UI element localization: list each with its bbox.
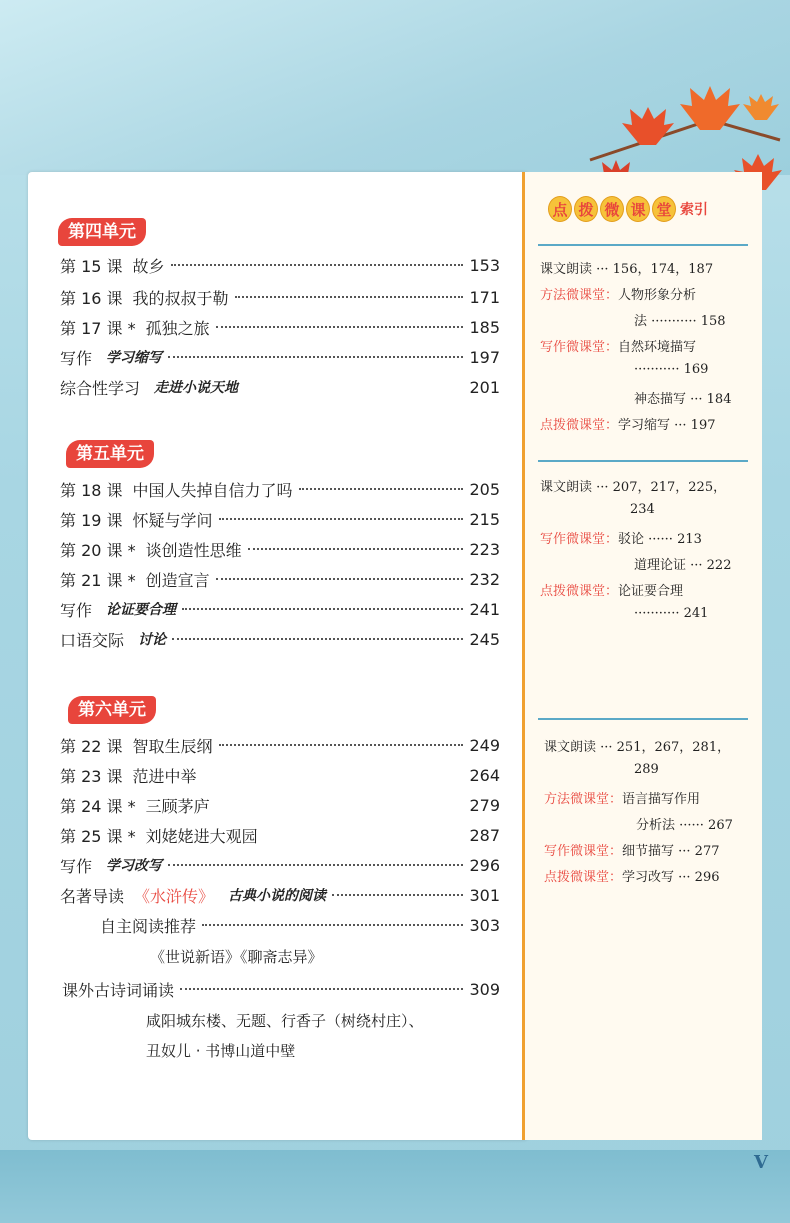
leader-dots: [180, 988, 463, 990]
section-title: 学习改写: [106, 858, 163, 874]
toc-row[interactable]: [60, 252, 500, 278]
toc-row[interactable]: [60, 536, 500, 562]
lesson-number: 第 25 课 *: [60, 826, 136, 846]
lesson-number: 第 23 课: [60, 766, 123, 786]
header-char: 拨: [574, 196, 598, 222]
page-number: 185: [469, 317, 500, 337]
page-number: 232: [469, 569, 500, 589]
section-label: 自主阅读推荐: [100, 916, 197, 936]
lesson-number: 第 15 课: [60, 256, 123, 276]
unit-badge-6: 第六单元: [68, 696, 156, 724]
index-item: 点拨微课堂：学习缩写 ··· 197: [540, 418, 716, 433]
unit-badge-4: 第四单元: [58, 218, 146, 246]
toc-row[interactable]: [60, 566, 500, 592]
page-number: 296: [469, 855, 500, 875]
lesson-title: 刘姥姥进大观园: [145, 826, 258, 846]
divider: [538, 718, 748, 720]
section-label: 口语交际: [60, 630, 125, 650]
leader-dots: [171, 264, 464, 266]
page-number-roman: V: [754, 1152, 768, 1173]
lesson-number: 第 20 课 *: [60, 540, 136, 560]
page-number: 287: [469, 825, 500, 845]
unit-badge-5: 第五单元: [66, 440, 154, 468]
classic-book-title: 《水浒传》: [134, 886, 215, 906]
poem-list: 咸阳城东楼、无题、行香子（树绕村庄）、: [146, 1012, 424, 1030]
header-char: 微: [600, 196, 624, 222]
leader-dots: [216, 578, 464, 580]
lesson-title: 创造宣言: [145, 570, 210, 590]
lesson-number: 第 22 课: [60, 736, 123, 756]
leader-dots: [235, 296, 464, 298]
index-item: 点拨微课堂：学习改写 ··· 296: [544, 870, 720, 885]
leader-dots: [216, 326, 464, 328]
toc-row[interactable]: [60, 882, 500, 908]
index-item: ··········· 169: [634, 362, 709, 377]
index-item: 法 ··········· 158: [634, 314, 726, 329]
lesson-title: 怀疑与学问: [132, 510, 213, 530]
leader-dots: [172, 638, 463, 640]
section-label: 写作: [60, 600, 93, 620]
page-number: 303: [469, 915, 500, 935]
toc-row[interactable]: [60, 284, 500, 310]
page-number: 309: [469, 979, 500, 999]
index-item: 课文朗读 ··· 156，174，187: [540, 262, 714, 277]
index-header-suffix: 索引: [680, 202, 708, 218]
toc-row[interactable]: [60, 626, 500, 652]
lesson-title: 三顾茅庐: [145, 796, 210, 816]
index-item: 289: [634, 762, 659, 777]
toc-row[interactable]: [60, 344, 500, 370]
lesson-number: 第 24 课 *: [60, 796, 136, 816]
section-title: 论证要合理: [106, 602, 177, 618]
leader-dots: [168, 864, 463, 866]
toc-row[interactable]: [60, 792, 500, 818]
toc-row[interactable]: [60, 822, 500, 848]
section-title: 走进小说天地: [154, 380, 239, 396]
index-item: 分析法 ······ 267: [636, 818, 733, 833]
toc-row[interactable]: [60, 762, 500, 788]
index-item: 方法微课堂：人物形象分析: [540, 288, 697, 303]
toc-row[interactable]: [100, 912, 500, 938]
page-number: 249: [469, 735, 500, 755]
header-char: 课: [626, 196, 650, 222]
lesson-number: 第 17 课 *: [60, 318, 136, 338]
leader-dots: [248, 548, 464, 550]
index-item: ··········· 241: [634, 606, 709, 621]
toc-row[interactable]: [60, 314, 500, 340]
index-item: 点拨微课堂：论证要合理: [540, 584, 684, 599]
lesson-title: 孤独之旅: [145, 318, 210, 338]
lesson-title: 我的叔叔于勒: [132, 288, 229, 308]
lesson-number: 第 21 课 *: [60, 570, 136, 590]
divider: [538, 460, 748, 462]
toc-row[interactable]: [60, 852, 500, 878]
recommended-books: 《世说新语》《聊斋志异》: [150, 948, 323, 966]
index-item: 写作微课堂：驳论 ······ 213: [540, 532, 702, 547]
background-bottom: [0, 1150, 790, 1223]
leader-dots: [202, 924, 463, 926]
header-char: 堂: [652, 196, 676, 222]
section-label: 综合性学习: [60, 378, 141, 398]
lesson-number: 第 19 课: [60, 510, 123, 530]
lesson-number: 第 16 课: [60, 288, 123, 308]
lesson-title: 智取生辰纲: [132, 736, 213, 756]
toc-row[interactable]: [60, 596, 500, 622]
index-item: 写作微课堂：自然环境描写: [540, 340, 697, 355]
toc-row[interactable]: [60, 374, 500, 400]
page-number: 153: [469, 255, 500, 275]
leader-dots: [299, 488, 464, 490]
index-header: [548, 196, 708, 222]
index-item: 课文朗读 ··· 207，217，225，: [540, 480, 727, 495]
page-number: 241: [469, 599, 500, 619]
poem-list: 丑奴儿 · 书博山道中壁: [146, 1042, 296, 1060]
toc-row[interactable]: [60, 732, 500, 758]
section-label: 写作: [60, 856, 93, 876]
section-label: 名著导读: [60, 886, 125, 906]
index-item: 课文朗读 ··· 251，267，281，: [544, 740, 731, 755]
page-number: 201: [469, 377, 500, 397]
index-item: 234: [630, 502, 655, 517]
page-number: 264: [469, 765, 500, 785]
page-number: 215: [469, 509, 500, 529]
page-number: 171: [469, 287, 500, 307]
lesson-title: 中国人失掉自信力了吗: [132, 480, 293, 500]
page-number: 301: [469, 885, 500, 905]
index-item: 神态描写 ··· 184: [634, 392, 732, 407]
page-number: 245: [469, 629, 500, 649]
leader-dots: [219, 744, 464, 746]
leader-dots: [168, 356, 463, 358]
index-item: 道理论证 ··· 222: [634, 558, 732, 573]
section-title: 讨论: [138, 632, 167, 648]
lesson-title: 谈创造性思维: [145, 540, 242, 560]
lesson-title: 范进中举: [132, 766, 197, 786]
index-item: 写作微课堂：细节描写 ··· 277: [544, 844, 720, 859]
divider: [538, 244, 748, 246]
page-number: 279: [469, 795, 500, 815]
lesson-title: 故乡: [132, 256, 165, 276]
page-number: 223: [469, 539, 500, 559]
section-title: 古典小说的阅读: [228, 888, 327, 904]
leader-dots: [182, 608, 463, 610]
leader-dots: [219, 518, 464, 520]
toc-row[interactable]: [60, 506, 500, 532]
toc-row[interactable]: [60, 476, 500, 502]
page-number: 197: [469, 347, 500, 367]
page-number: 205: [469, 479, 500, 499]
header-char: 点: [548, 196, 572, 222]
leader-dots: [332, 894, 463, 896]
section-label: 写作: [60, 348, 93, 368]
section-label: 课外古诗词诵读: [62, 980, 175, 1000]
index-item: 方法微课堂：语言描写作用: [544, 792, 701, 807]
toc-row[interactable]: [62, 976, 500, 1002]
section-title: 学习缩写: [106, 350, 163, 366]
lesson-number: 第 18 课: [60, 480, 123, 500]
